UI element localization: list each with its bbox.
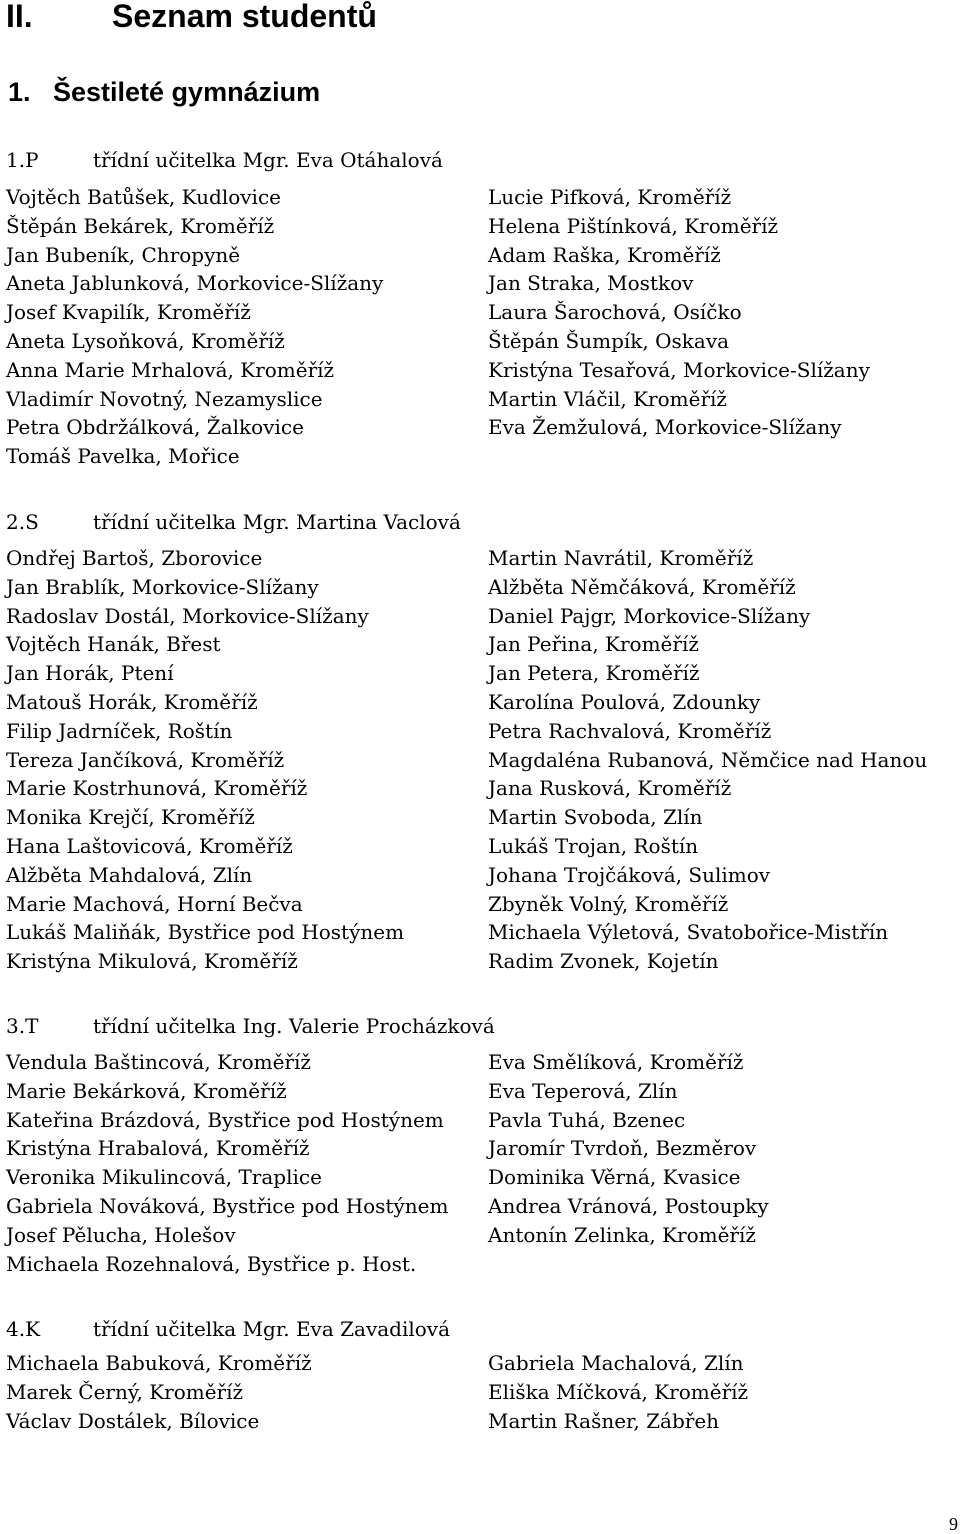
- student-entry: Michaela Babuková, Kroměříž: [6, 1351, 312, 1375]
- class-code: 1.P: [6, 148, 39, 172]
- student-entry: Marie Machová, Horní Bečva: [6, 891, 303, 916]
- student-entry: Václav Dostálek, Bílovice: [6, 1408, 260, 1433]
- class-code: 4.K: [6, 1317, 41, 1341]
- student-entry: Petra Rachvalová, Kroměříž: [488, 718, 772, 743]
- student-entry: Štěpán Bekárek, Kroměříž: [6, 213, 275, 238]
- student-entry: Eva Smělíková, Kroměříž: [488, 1050, 744, 1074]
- student-entry: Marek Černý, Kroměříž: [6, 1379, 244, 1404]
- chapter-title: Seznam studentů: [112, 0, 377, 34]
- student-entry: Kristýna Mikulová, Kroměříž: [6, 949, 298, 974]
- student-entry: Jan Petera, Kroměříž: [488, 661, 700, 686]
- student-list-right: [488, 544, 927, 976]
- student-entry: Lukáš Trojan, Roštín: [488, 833, 699, 858]
- student-entry: Dominika Věrná, Kvasice: [488, 1165, 741, 1190]
- student-entry: Veronika Mikulincová, Traplice: [6, 1165, 322, 1190]
- student-entry: Tereza Jančíková, Kroměříž: [6, 747, 285, 772]
- student-entry: Eva Žemžulová, Morkovice-Slížany: [488, 415, 842, 440]
- student-entry: Kateřina Brázdová, Bystřice pod Hostýnem: [6, 1107, 444, 1132]
- student-entry: Monika Krejčí, Kroměříž: [6, 805, 255, 830]
- student-entry: Jan Horák, Ptení: [6, 661, 174, 686]
- student-entry: Vojtěch Hanák, Břest: [6, 632, 221, 657]
- section-number: 1.: [8, 77, 31, 107]
- student-entry: Vojtěch Batůšek, Kudlovice: [6, 185, 281, 209]
- section-title: Šestileté gymnázium: [53, 77, 321, 107]
- student-entry: Aneta Lysoňková, Kroměříž: [6, 328, 285, 353]
- student-entry: Vladimír Novotný, Nezamyslice: [6, 386, 323, 411]
- student-list-right: [488, 1048, 769, 1250]
- student-entry: Josef Pělucha, Holešov: [6, 1222, 236, 1247]
- class-section: [6, 145, 956, 469]
- class-teacher: třídní učitelka Mgr. Eva Otáhalová: [93, 148, 443, 172]
- student-entry: Michaela Rozehnalová, Bystřice p. Host.: [6, 1251, 417, 1276]
- page-number: 9: [949, 1514, 958, 1534]
- student-list-left: [6, 183, 383, 471]
- student-entry: Martin Rašner, Zábřeh: [488, 1408, 720, 1433]
- student-entry: Radoslav Dostál, Morkovice-Slížany: [6, 603, 369, 628]
- student-entry: Magdaléna Rubanová, Němčice nad Hanou: [488, 747, 928, 772]
- class-code: 2.S: [6, 510, 39, 534]
- student-entry: Tomáš Pavelka, Mořice: [6, 444, 240, 469]
- student-entry: Martin Navrátil, Kroměříž: [488, 546, 754, 570]
- student-entry: Michaela Výletová, Svatobořice-Mistřín: [488, 920, 889, 945]
- class-header: [6, 1314, 956, 1344]
- student-entry: Gabriela Machalová, Zlín: [488, 1351, 744, 1375]
- student-entry: Jan Peřina, Kroměříž: [488, 632, 699, 657]
- chapter-heading: [6, 0, 377, 36]
- class-section: [6, 1011, 956, 1276]
- student-entry: Filip Jadrníček, Roštín: [6, 718, 233, 743]
- student-entry: Karolína Poulová, Zdounky: [488, 689, 761, 714]
- student-entry: Kristýna Tesařová, Morkovice-Slížany: [488, 357, 870, 382]
- student-entry: Jana Rusková, Kroměříž: [488, 776, 732, 801]
- student-entry: Marie Kostrhunová, Kroměříž: [6, 776, 308, 801]
- student-entry: Alžběta Němčáková, Kroměříž: [488, 574, 796, 599]
- student-entry: Eliška Míčková, Kroměříž: [488, 1379, 749, 1404]
- student-entry: Kristýna Hrabalová, Kroměříž: [6, 1136, 310, 1161]
- student-entry: Gabriela Nováková, Bystřice pod Hostýnem: [6, 1193, 449, 1218]
- class-header: [6, 1011, 956, 1041]
- student-entry: Antonín Zelinka, Kroměříž: [488, 1222, 756, 1247]
- student-entry: Zbyněk Volný, Kroměříž: [488, 891, 729, 916]
- student-entry: Martin Vláčil, Kroměříž: [488, 386, 727, 411]
- student-entry: Ondřej Bartoš, Zborovice: [6, 546, 263, 570]
- student-entry: Andrea Vránová, Postoupky: [488, 1193, 769, 1218]
- student-entry: Josef Kvapilík, Kroměříž: [6, 300, 251, 325]
- class-teacher: třídní učitelka Ing. Valerie Procházková: [93, 1014, 495, 1038]
- student-entry: Johana Trojčáková, Sulimov: [488, 862, 771, 887]
- student-entry: Pavla Tuhá, Bzenec: [488, 1107, 686, 1132]
- class-teacher: třídní učitelka Mgr. Eva Zavadilová: [93, 1317, 451, 1341]
- student-entry: Martin Svoboda, Zlín: [488, 805, 703, 830]
- student-entry: Helena Pištínková, Kroměříž: [488, 213, 779, 238]
- student-entry: Daniel Pajgr, Morkovice-Slížany: [488, 603, 811, 628]
- student-entry: Hana Laštovicová, Kroměříž: [6, 833, 293, 858]
- student-entry: Lukáš Maliňák, Bystřice pod Hostýnem: [6, 920, 405, 945]
- student-entry: Laura Šarochová, Osíčko: [488, 300, 742, 325]
- student-entry: Vendula Baštincová, Kroměříž: [6, 1050, 311, 1074]
- student-list-left: [6, 1048, 448, 1278]
- student-entry: Radim Zvonek, Kojetín: [488, 949, 719, 974]
- class-section: [6, 1314, 956, 1433]
- student-entry: Marie Bekárková, Kroměříž: [6, 1078, 287, 1103]
- student-entry: Štěpán Šumpík, Oskava: [488, 328, 730, 353]
- student-entry: Jan Brablík, Morkovice-Slížany: [6, 574, 319, 599]
- class-header: [6, 507, 956, 537]
- class-section: [6, 507, 956, 974]
- student-list-left: [6, 544, 404, 976]
- student-entry: Alžběta Mahdalová, Zlín: [6, 862, 253, 887]
- section-heading: [8, 74, 320, 110]
- student-entry: Jaromír Tvrdoň, Bezměrov: [488, 1136, 757, 1161]
- class-teacher: třídní učitelka Mgr. Martina Vaclová: [93, 510, 461, 534]
- student-entry: Petra Obdržálková, Žalkovice: [6, 415, 304, 440]
- student-entry: Jan Bubeník, Chropyně: [6, 242, 241, 267]
- student-entry: Eva Teperová, Zlín: [488, 1078, 678, 1103]
- student-entry: Jan Straka, Mostkov: [488, 271, 694, 296]
- student-list-left: [6, 1349, 312, 1435]
- class-code: 3.T: [6, 1014, 39, 1038]
- student-entry: Lucie Pifková, Kroměříž: [488, 185, 732, 209]
- chapter-number: II.: [6, 0, 33, 34]
- student-list-right: [488, 183, 870, 442]
- student-entry: Anna Marie Mrhalová, Kroměříž: [6, 357, 335, 382]
- student-list-right: [488, 1349, 748, 1435]
- student-entry: Matouš Horák, Kroměříž: [6, 689, 258, 714]
- student-entry: Adam Raška, Kroměříž: [488, 242, 721, 267]
- class-header: [6, 145, 956, 175]
- student-entry: Aneta Jablunková, Morkovice-Slížany: [6, 271, 384, 296]
